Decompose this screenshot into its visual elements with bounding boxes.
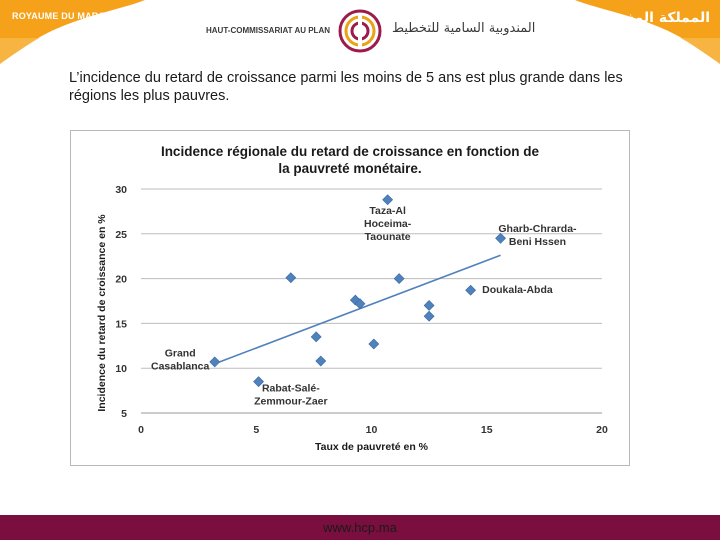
annotation-line: Beni Hssen: [508, 236, 567, 249]
banner-left-shape: [0, 0, 145, 64]
trendline: [215, 255, 501, 363]
y-tick-label: 15: [115, 318, 127, 331]
country-name-ar: المملكة المغربية: [598, 10, 710, 26]
chart-container: [70, 130, 630, 466]
annotation-line: Grand: [164, 347, 196, 360]
hcp-logo-icon: [338, 8, 382, 54]
y-tick-label: 5: [121, 408, 127, 420]
data-point: [394, 274, 404, 284]
scatter-chart: [71, 131, 629, 465]
intro-text: L’incidence du retard de croissance parmi les moins de 5 ans est plus grande dans les régions les plus pauvres.: [69, 70, 623, 104]
y-tick-label: 25: [115, 228, 127, 241]
point-annotation: [498, 223, 577, 248]
data-point: [311, 332, 321, 342]
x-tick-label: 15: [480, 424, 493, 436]
footer-bar: [0, 515, 720, 540]
chart-title-line: Incidence régionale du retard de croissance en fonction de: [160, 144, 540, 159]
y-tick-label: 30: [115, 184, 127, 196]
hcp-name-ar: المندوبية السامية للتخطيط: [392, 21, 536, 36]
data-point: [286, 273, 296, 283]
annotation-line: Casablanca: [150, 360, 210, 373]
data-point: [466, 285, 476, 295]
x-tick-label: 20: [596, 424, 608, 436]
y-tick-label: 20: [115, 273, 127, 286]
x-tick-label: 10: [365, 424, 378, 436]
data-point: [424, 300, 434, 310]
point-annotation: [151, 348, 210, 373]
hcp-name-fr: HAUT-COMMISSARIAT AU PLAN: [206, 26, 330, 35]
x-tick-label: 0: [138, 424, 144, 436]
banner-left: [0, 0, 150, 64]
data-point: [383, 195, 393, 205]
point-annotation: [364, 205, 412, 243]
y-axis-label: Incidence du retard de croissance en %: [96, 214, 108, 412]
data-point: [369, 339, 379, 349]
point-annotation: [482, 284, 553, 296]
annotation-line: Rabat-Salé-: [261, 382, 320, 395]
data-point: [424, 311, 434, 321]
annotation-line: Doukala-Abda: [482, 283, 553, 296]
country-name-fr: ROYAUME DU MAROC: [12, 11, 113, 21]
header: [0, 0, 720, 64]
point-annotation: [254, 382, 328, 407]
footer-url: www.hcp.ma: [323, 520, 397, 535]
y-tick-label: 10: [115, 363, 127, 376]
annotation-line: Gharb-Chrarda-: [498, 223, 577, 236]
annotation-line: Zemmour-Zaer: [254, 395, 328, 408]
annotation-line: Hoceima-: [364, 218, 412, 231]
data-point: [316, 356, 326, 366]
data-point: [210, 357, 220, 367]
annotation-line: Taza-Al: [369, 205, 406, 218]
x-tick-label: 5: [253, 424, 260, 436]
annotation-line: Taounate: [364, 231, 411, 244]
x-axis-label: Taux de pauvreté en %: [314, 441, 429, 453]
chart-title-line: la pauvreté monétaire.: [278, 161, 422, 176]
